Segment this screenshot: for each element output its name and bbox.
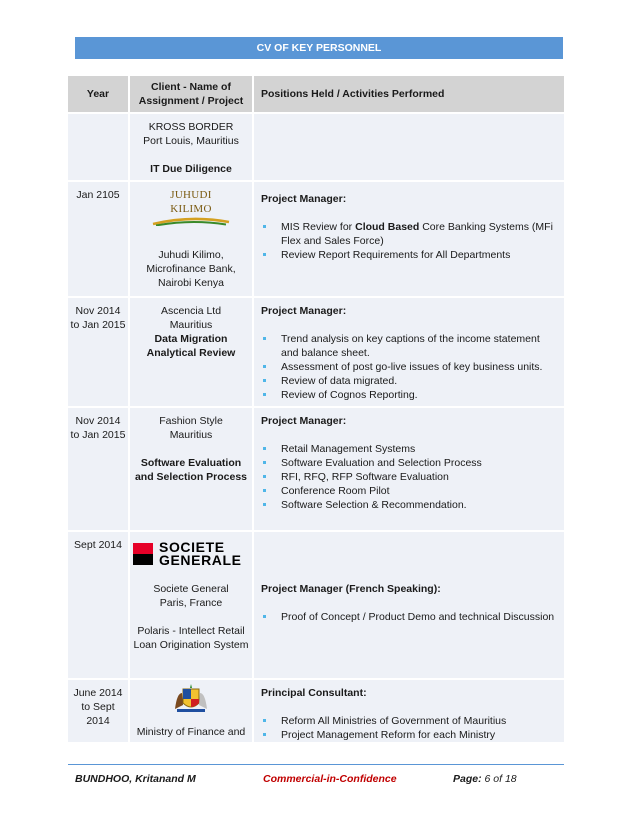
- logo-text: SOCIETE GENERALE: [159, 539, 242, 568]
- list-item: Reform All Ministries of Government of Mauritius: [261, 714, 558, 728]
- list-item: Review of Cognos Reporting.: [261, 388, 558, 402]
- societe-generale-logo: [133, 540, 254, 568]
- table-row: [68, 182, 564, 298]
- role-title: Project Manager:: [261, 415, 347, 427]
- table-row: [68, 298, 564, 408]
- footer-divider: [68, 764, 564, 765]
- section-banner: CV OF KEY PERSONNEL: [75, 37, 563, 59]
- client-cell: [130, 298, 254, 406]
- list-item: Trend analysis on key captions of the income statement and balance sheet.: [261, 332, 558, 360]
- header-positions: Positions Held / Activities Performed: [254, 76, 564, 112]
- client-cell: [130, 408, 254, 530]
- client-line: Ministry of Finance and: [136, 726, 246, 738]
- client-line: Port Louis, Mauritius: [143, 135, 239, 147]
- list-item: Conference Room Pilot: [261, 484, 558, 498]
- role-title: Project Manager:: [261, 193, 347, 205]
- client-line: Mauritius: [169, 429, 213, 441]
- list-item: MIS Review for Cloud Based Core Banking Systems (MFi Flex and Sales Force): [261, 220, 558, 248]
- role-title: Project Manager:: [261, 305, 347, 317]
- list-item: Assessment of post go-live issues of key business units.: [261, 360, 558, 374]
- role-title: Principal Consultant:: [261, 687, 367, 699]
- activity-list: [261, 442, 558, 512]
- list-item: Software Evaluation and Selection Process: [261, 456, 558, 470]
- client-cell: [130, 114, 254, 180]
- year-cell: Jan 2105: [68, 182, 130, 296]
- personnel-table: [68, 76, 564, 744]
- client-line: KROSS BORDER: [148, 121, 234, 133]
- page-footer: [75, 773, 535, 785]
- positions-cell: [254, 182, 564, 296]
- logo-swoosh-icon: [152, 217, 230, 226]
- year-cell: June 2014 to Sept 2014: [68, 680, 130, 742]
- table-header-row: [68, 76, 564, 114]
- list-item: Review of data migrated.: [261, 374, 558, 388]
- positions-cell: [254, 114, 564, 180]
- role-title: Project Manager (French Speaking):: [261, 583, 441, 595]
- activity-list: [261, 610, 558, 624]
- client-line: Mauritius: [169, 319, 213, 331]
- client-cell: [130, 182, 254, 296]
- assignment-name: IT Due Diligence: [150, 163, 232, 175]
- activity-list: [261, 332, 558, 402]
- assignment-name: Software Evaluation and Selection Process: [134, 457, 248, 483]
- list-item: Software Selection & Recommendation.: [261, 498, 558, 512]
- client-line: Paris, France: [159, 597, 223, 609]
- positions-cell: [254, 408, 564, 530]
- client-line: Fashion Style: [159, 415, 223, 427]
- logo-text: JUHUDI KILIMO: [170, 189, 212, 215]
- client-cell: [130, 532, 254, 678]
- header-year: Year: [68, 76, 130, 112]
- positions-cell: [254, 680, 564, 742]
- footer-confidentiality: Commercial-in-Confidence: [263, 773, 397, 785]
- header-client: Client - Name of Assignment / Project: [130, 76, 254, 112]
- client-line: Societe General: [153, 583, 229, 595]
- activity-list: [261, 714, 558, 742]
- table-row: [68, 408, 564, 532]
- list-item: Project Management Reform for each Ministry: [261, 728, 558, 742]
- juhudi-kilimo-logo: [152, 188, 230, 226]
- year-cell: Sept 2014: [68, 532, 130, 678]
- table-row: [68, 532, 564, 680]
- table-row: [68, 680, 564, 744]
- assignment-name: Data Migration Analytical Review: [146, 333, 236, 359]
- list-item: Review Report Requirements for All Departments: [261, 248, 558, 262]
- positions-cell: [254, 532, 564, 678]
- client-cell: [130, 680, 254, 742]
- societe-generale-mark-icon: [133, 543, 153, 565]
- client-line: Nairobi Kenya: [158, 277, 224, 289]
- year-cell: Nov 2014 to Jan 2015: [68, 408, 130, 530]
- year-cell: Nov 2014 to Jan 2015: [68, 298, 130, 406]
- list-item: RFI, RFQ, RFP Software Evaluation: [261, 470, 558, 484]
- table-row: [68, 114, 564, 182]
- list-item: Retail Management Systems: [261, 442, 558, 456]
- activity-list: [261, 220, 558, 262]
- client-line: Microfinance Bank,: [146, 263, 236, 275]
- assignment-name: Polaris - Intellect Retail Loan Origination System: [133, 625, 249, 651]
- year-cell: [68, 114, 130, 180]
- footer-page-number: Page: 6 of 18: [453, 773, 517, 785]
- coat-of-arms-icon: [171, 683, 211, 719]
- client-line: Ascencia Ltd: [160, 305, 222, 317]
- footer-author: BUNDHOO, Kritanand M: [75, 773, 196, 785]
- client-line: Juhudi Kilimo,: [158, 249, 224, 261]
- positions-cell: [254, 298, 564, 406]
- list-item: Proof of Concept / Product Demo and technical Discussion: [261, 610, 558, 624]
